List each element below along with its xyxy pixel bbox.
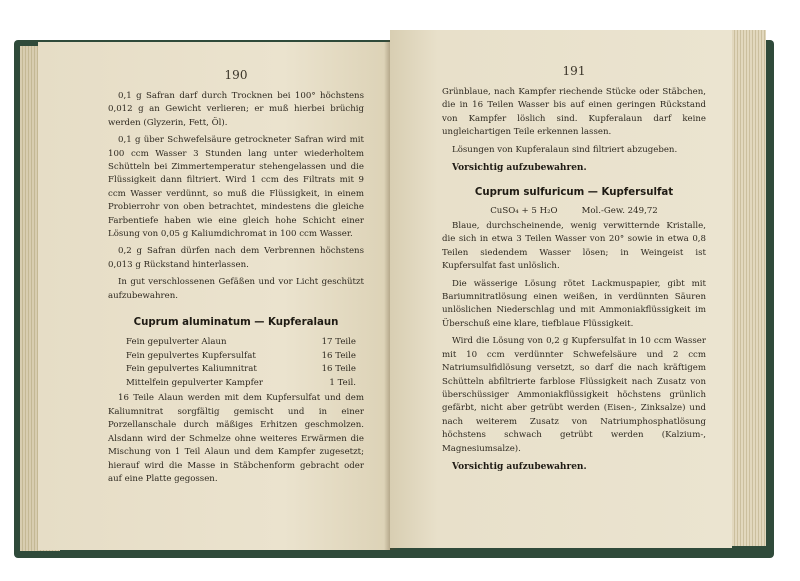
paragraph: 16 Teile Alaun werden mit dem Kupfersulfat und dem Kaliumnitrat sorgfältig gemischt und in einer Porzellanschale durch mäßiges Erhitzen geschmolzen. Alsdann wird der Schmelze ohne weiteres Erwärmen die Mischung von 1 Teil Alaun und dem Kampfer zugesetzt; hierauf wird die Masse in Stäbchenform gebracht oder auf eine Platte gegossen. bbox=[108, 393, 364, 484]
recipe-row bbox=[126, 350, 364, 364]
recipe-item: Fein gepulvertes Kupfersulfat bbox=[126, 350, 256, 361]
page-number-left: 190 bbox=[224, 68, 248, 82]
recipe-row bbox=[126, 336, 364, 350]
paragraph: 0,1 g über Schwefelsäure getrockneter Safran wird mit 100 ccm Wasser 3 Stunden lang unter wiederholtem Schütteln bei Zimmertemperatur stehengelassen und die Flüssigkeit dann filtriert. Wird 1 ccm des Filtrats mit 9 ccm Wasser verdünnt, so muß die Flüssigkeit, in einem Probierrohr von oben betrachtet, mindestens die gleiche Farbentiefe haben wie eine gleich hohe Schicht einer Lösung von 0,05 g Kaliumdichromat in 100 ccm Wasser. bbox=[108, 135, 364, 240]
recipe-item: Fein gepulverter Alaun bbox=[126, 337, 227, 348]
formula-line bbox=[442, 206, 706, 216]
storage-note: Vorsichtig aufzubewahren. bbox=[452, 163, 587, 174]
page-number-right: 191 bbox=[562, 64, 586, 78]
recipe-row bbox=[126, 377, 364, 391]
recipe-amount: 16 Teile bbox=[321, 350, 356, 361]
paragraph: 0,1 g Safran darf durch Trocknen bei 100° höchstens 0,012 g an Gewicht verlieren; er muß hierbei brüchig werden (Glyzerin, Fett, Öl). bbox=[108, 91, 364, 128]
paragraph: 0,2 g Safran dürfen nach dem Verbrennen höchstens 0,013 g Rückstand hinterlassen. bbox=[108, 246, 364, 270]
paragraph: Blaue, durchscheinende, wenig verwitternde Kristalle, die sich in etwa 3 Teilen Wasser von 20° sowie in etwa 0,8 Teilen siedendem Wasser lösen; in Weingeist ist Kupfersulfat fast unlöslich. bbox=[442, 221, 706, 272]
paragraph: Die wässerige Lösung rötet Lackmuspapier, gibt mit Bariumnitratlösung einen weißen, in verdünnten Säuren unlöslichen Niederschlag und mit Ammoniakflüssigkeit im Überschuß eine klare, tiefblaue Flüssigkeit. bbox=[442, 278, 706, 329]
recipe-item: Fein gepulvertes Kaliumnitrat bbox=[126, 364, 257, 375]
chemical-formula: CuSO₄ + 5 H₂O bbox=[490, 206, 558, 217]
left-page bbox=[38, 42, 390, 550]
right-page bbox=[390, 30, 732, 548]
recipe-row bbox=[126, 363, 364, 377]
recipe-item: Mittelfein gepulverter Kampfer bbox=[126, 377, 263, 388]
recipe-amount: 16 Teile bbox=[321, 364, 356, 375]
recipe-amount: 17 Teile bbox=[321, 337, 356, 348]
molecular-weight: Mol.-Gew. 249,72 bbox=[581, 206, 658, 217]
paragraph: In gut verschlossenen Gefäßen und vor Licht geschützt aufzubewahren. bbox=[108, 277, 364, 301]
recipe-amount: 1 Teil. bbox=[329, 377, 356, 388]
recipe-list bbox=[126, 336, 364, 390]
section-title: Cuprum sulfuricum — Kupfersulfat bbox=[474, 187, 674, 199]
storage-note: Vorsichtig aufzubewahren. bbox=[452, 461, 587, 472]
paragraph: Lösungen von Kupferalaun sind filtriert abzugeben. bbox=[452, 144, 678, 155]
paragraph: Wird die Lösung von 0,2 g Kupfersulfat in 10 ccm Wasser mit 10 ccm verdünnter Schwefelsäure und 2 ccm Natriumsulfidlösung versetzt, so darf die nach kräftigem Schütteln abfiltrierte farblose Flüssigkeit nach Zusatz von überschüssiger Ammoniakflüssigkeit höchstens grünlich gefärbt, nicht aber getrübt werden (Eisen-, Zinksalze) und nach weiterem Zusatz von Natriumphosphatlösung höchstens schwach getrübt werden (Kalzium-, Magnesiumsalze). bbox=[442, 336, 706, 454]
paragraph: Grünblaue, nach Kampfer riechende Stücke oder Stäbchen, die in 16 Teilen Wasser bis auf einen geringen Rückstand von Kampfer löslich sind. Kupferalaun darf keine ungleichartigen Teile erkennen lassen. bbox=[442, 87, 706, 138]
section-title: Cuprum aluminatum — Kupferalaun bbox=[133, 317, 339, 329]
